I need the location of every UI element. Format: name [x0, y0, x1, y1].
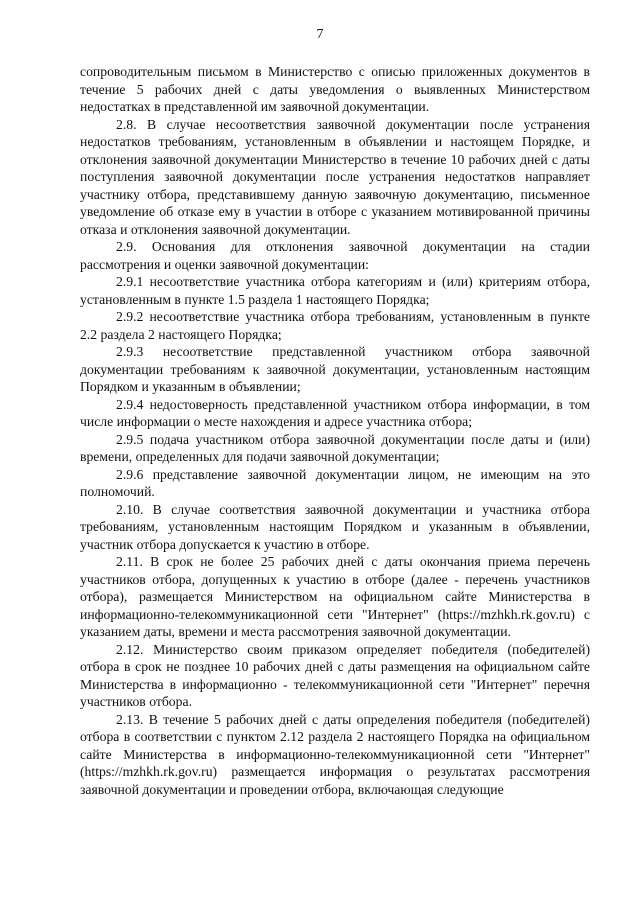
page-number: 7: [316, 27, 324, 42]
paragraph: 2.9.1 несоответствие участника отбора категориям и (или) критериям отбора, установленным в пункте 1.5 раздела 1 настоящего Порядка;: [80, 274, 590, 307]
paragraph: 2.11. В срок не более 25 рабочих дней с даты окончания приема перечень участников отбора, допущенных к участию в отборе (далее - перечень участников отбора), размещается Министерством на официальном сайте Министерства в информационно-телекоммуникационной сети "Интернет" (https://mzhkh.rk.gov.ru) с указанием даты, времени и места рассмотрения заявочной документации.: [80, 554, 590, 639]
paragraph: 2.9.2 несоответствие участника отбора требованиям, установленным в пункте 2.2 раздела 2 настоящего Порядка;: [80, 309, 590, 342]
paragraph: 2.9.6 представление заявочной документации лицом, не имеющим на это полномочий.: [80, 466, 590, 499]
paragraph: 2.10. В случае соответствия заявочной документации и участника отбора требованиям, установленным настоящим Порядком и указанным в объявлении, участник отбора допускается к участию в отборе.: [80, 501, 590, 552]
paragraph: 2.9.5 подача участником отбора заявочной документации после даты и (или) времени, определенных для подачи заявочной документации;: [80, 431, 590, 464]
paragraph: 2.13. В течение 5 рабочих дней с даты определения победителя (победителей) отбора в соответствии с пунктом 2.12 раздела 2 настоящего Порядка на официальном сайте Министерства в информационно-телекоммуникационной сети "Интернет" (https://mzhkh.rk.gov.ru) размещается информация о результатах рассмотрения заявочной документации и проведении отбора, включающая следующие: [80, 711, 590, 797]
paragraph: 2.9.4 недостоверность представленной участником отбора информации, в том числе информации о месте нахождения и адресе участника отбора;: [80, 396, 590, 429]
paragraph: 2.12. Министерство своим приказом определяет победителя (победителей) отбора в срок не позднее 10 рабочих дней с даты размещения на официальном сайте Министерства в информационно - телекоммуникационной сети "Интернет" перечня участников отбора.: [80, 641, 590, 709]
paragraph: 2.8. В случае несоответствия заявочной документации после устранения недостатков требованиям, установленным в объявлении и настоящем Порядке, и отклонения заявочной документации Министерство в течение 10 рабочих дней с даты поступления заявочной документации после устранения недостатков направляет участнику отбора, представившему данную заявочную документацию, письменное уведомление об отказе ему в участии в отборе с указанием мотивированной причины отказа и отклонения заявочной документации.: [80, 116, 590, 237]
paragraph: сопроводительным письмом в Министерство с описью приложенных документов в течение 5 рабочих дней с даты уведомления о выявленных Министерством недостатках в представленной им заявочной документации.: [80, 64, 590, 114]
document-body: [80, 63, 590, 798]
paragraph: 2.9.3 несоответствие представленной участником отбора заявочной документации требованиям к заявочной документации, установленным настоящим Порядком и указанным в объявлении;: [80, 344, 590, 394]
paragraph: 2.9. Основания для отклонения заявочной документации на стадии рассмотрения и оценки заявочной документации:: [80, 239, 590, 272]
